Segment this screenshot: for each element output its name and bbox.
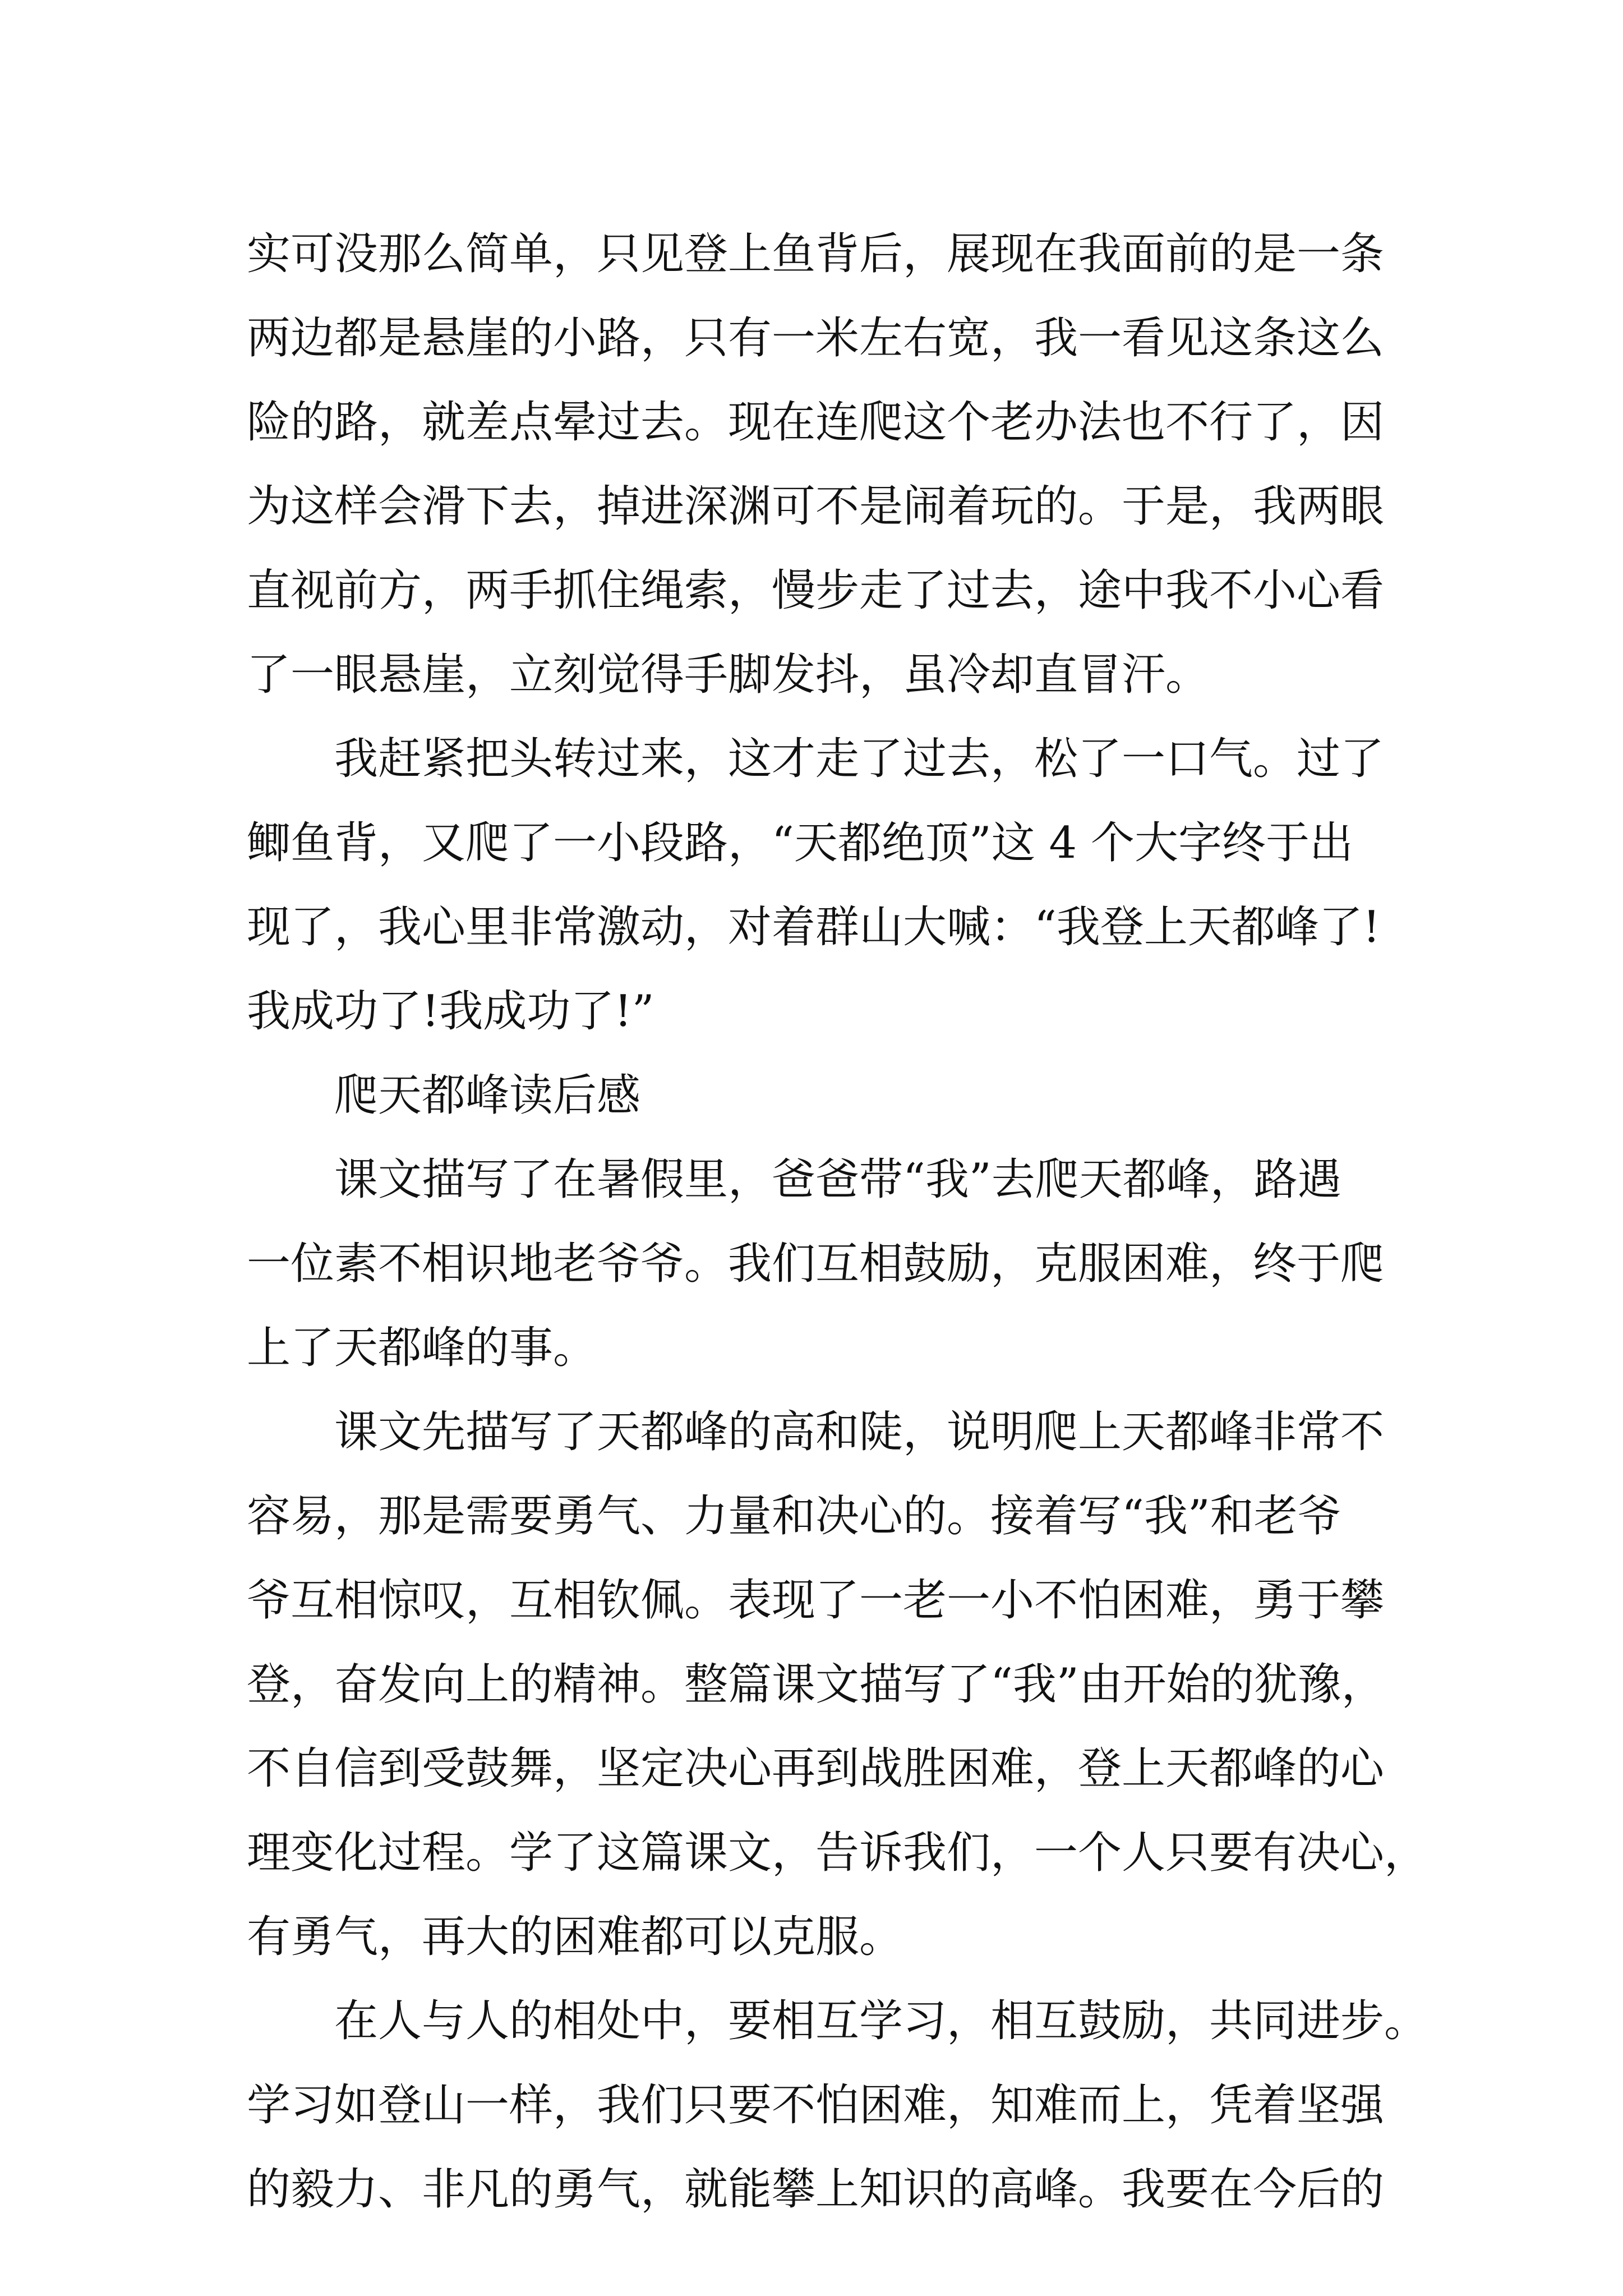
text-line: 实可没那么简单，只见登上鱼背后，展现在我面前的是一条 <box>247 229 1385 279</box>
paragraph-start-line: 在人与人的相处中，要相互学习，相互鼓励，共同进步。 <box>334 1996 1428 2046</box>
section-title: 爬天都峰读后感 <box>334 1070 641 1121</box>
text-line: 容易，那是需要勇气、力量和决心的。接着写“我”和老爷 <box>247 1491 1341 1542</box>
text-line: 爷互相惊叹，互相钦佩。表现了一老一小不怕困难，勇于攀 <box>247 1575 1385 1626</box>
text-line: 了一眼悬崖，立刻觉得手脚发抖，虽冷却直冒汗。 <box>247 650 1210 700</box>
text-line: 理变化过程。学了这篇课文，告诉我们，一个人只要有决心， <box>247 1828 1428 1878</box>
text-line: 有勇气，再大的困难都可以克服。 <box>247 1912 903 1962</box>
text-line: 现了，我心里非常激动，对着群山大喊：“我登上天都峰了! <box>247 902 1381 953</box>
text-line: 险的路，就差点晕过去。现在连爬这个老办法也不行了，因 <box>247 397 1385 448</box>
paragraph-start-line: 课文先描写了天都峰的高和陡，说明爬上天都峰非常不 <box>334 1407 1385 1457</box>
text-line: 我成功了!我成功了!” <box>247 986 654 1037</box>
text-line: 两边都是悬崖的小路，只有一米左右宽，我一看见这条这么 <box>247 313 1385 364</box>
text-line: 上了天都峰的事。 <box>247 1323 597 1373</box>
text-line: 直视前方，两手抓住绳索，慢步走了过去，途中我不小心看 <box>247 565 1385 616</box>
text-line: 为这样会滑下去，掉进深渊可不是闹着玩的。于是，我两眼 <box>247 481 1385 532</box>
text-line: 不自信到受鼓舞，坚定决心再到战胜困难，登上天都峰的心 <box>247 1743 1385 1794</box>
text-line: 学习如登山一样，我们只要不怕困难，知难而上，凭着坚强 <box>247 2080 1385 2131</box>
text-line: 的毅力、非凡的勇气，就能攀上知识的高峰。我要在今后的 <box>247 2164 1385 2215</box>
text-line: 鲫鱼背，又爬了一小段路，“天都绝顶”这 4 个大字终于出 <box>247 818 1353 868</box>
paragraph-start-line: 课文描写了在暑假里，爸爸带“我”去爬天都峰，路遇 <box>334 1154 1341 1205</box>
text-line: 登，奋发向上的精神。整篇课文描写了“我”由开始的犹豫， <box>247 1659 1385 1710</box>
body-text <box>247 212 1428 2231</box>
text-line: 一位素不相识地老爷爷。我们互相鼓励，克服困难，终于爬 <box>247 1239 1385 1289</box>
paragraph-start-line: 我赶紧把头转过来，这才走了过去，松了一口气。过了 <box>334 734 1385 784</box>
